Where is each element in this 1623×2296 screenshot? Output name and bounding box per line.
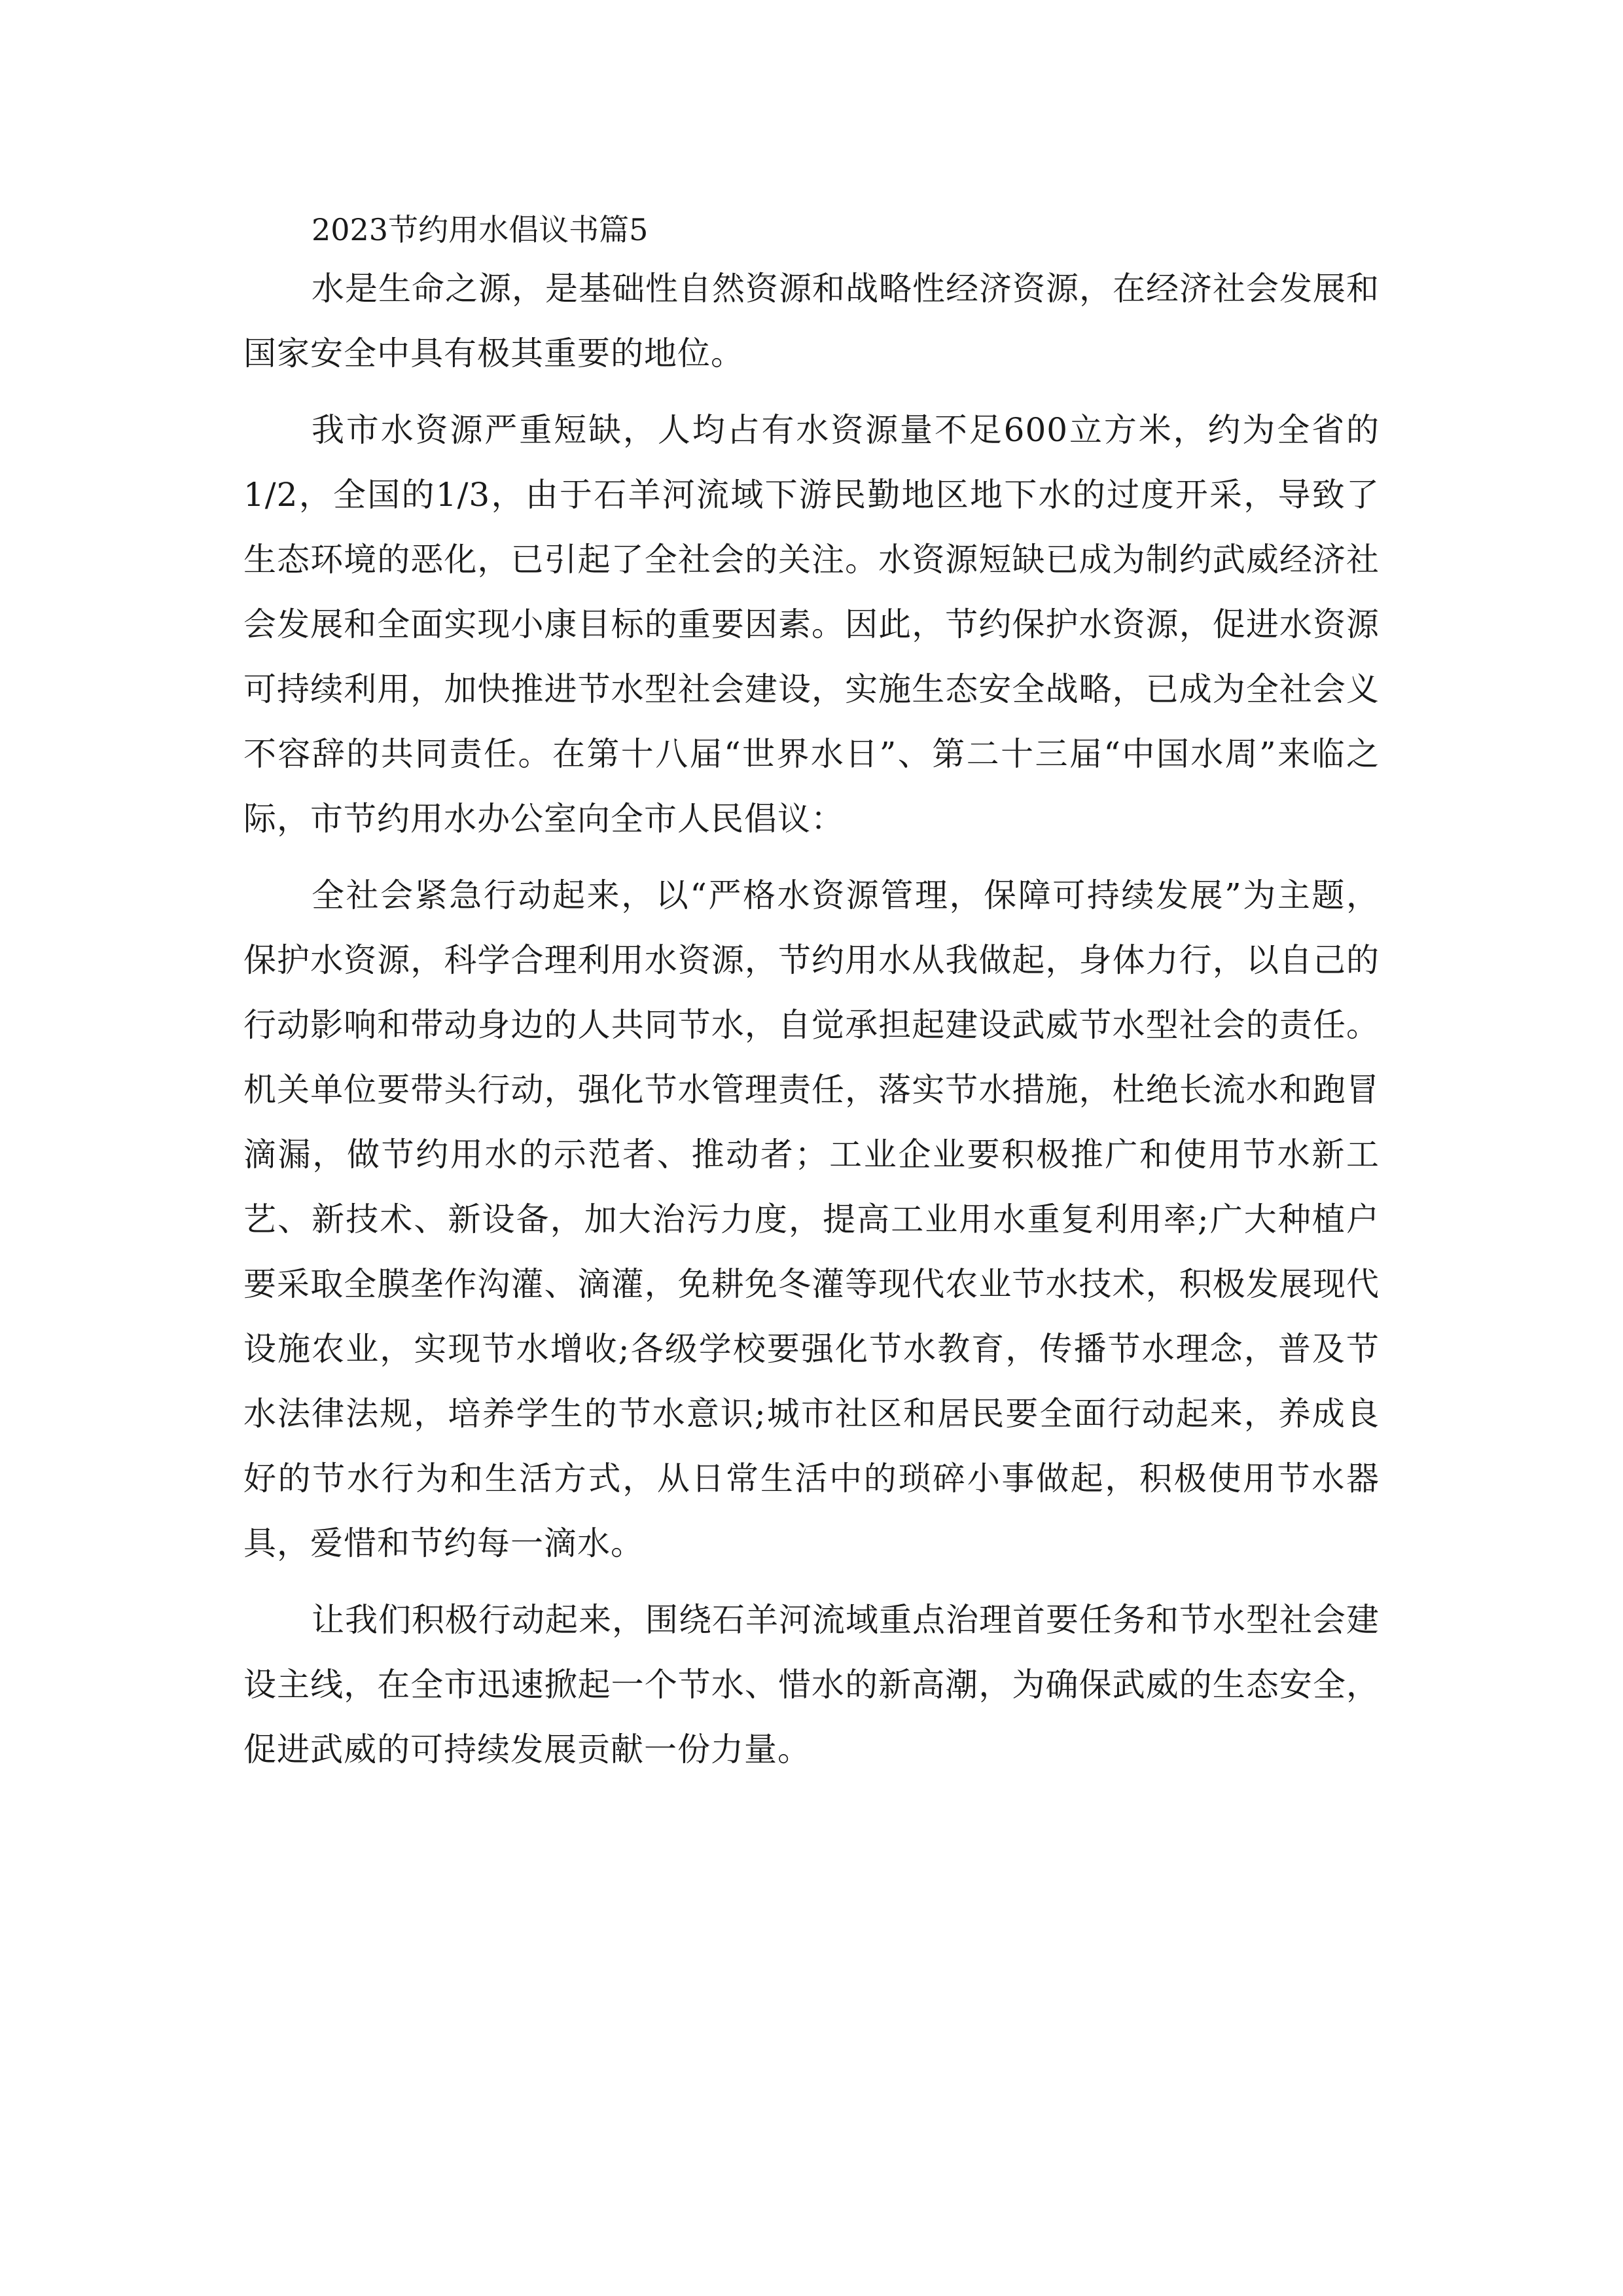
document-title: 2023节约用水倡议书篇5 [312,212,649,247]
paragraph-initiative: 全社会紧急行动起来，以“严格水资源管理，保障可持续发展”为主题，保护水资源，科学合理利用水资源，节约用水从我做起，身体力行，以自己的行动影响和带动身边的人共同节水，自觉承担起建设武威节水型社会的责任。机关单位要带头行动，强化节水管理责任，落实节水措施，杜绝长流水和跑冒滴漏，做节约用水的示范者、推动者；工业企业要积极推广和使用节水新工艺、新技术、新设备，加大治污力度，提高工业用水重复利用率;广大种植户要采取全膜垄作沟灌、滴灌，免耕免冬灌等现代农业节水技术，积极发展现代设施农业，实现节水增收;各级学校要强化节水教育，传播节水理念，普及节水法律法规，培养学生的节水意识;城市社区和居民要全面行动起来，养成良好的节水行为和生活方式，从日常生活中的琐碎小事做起，积极使用节水器具，爱惜和节约每一滴水。 [243,876,1380,1562]
paragraph-intro: 水是生命之源，是基础性自然资源和战略性经济资源，在经济社会发展和国家安全中具有极其重要的地位。 [243,270,1380,372]
document-body [243,209,1380,1782]
paragraph-closing: 让我们积极行动起来，围绕石羊河流域重点治理首要任务和节水型社会建设主线，在全市迅速掀起一个节水、惜水的新高潮，为确保武威的生态安全，促进武威的可持续发展贡献一份力量。 [243,1601,1380,1768]
paragraph-water-shortage: 我市水资源严重短缺，人均占有水资源量不足600立方米，约为全省的1/2，全国的1/3，由于石羊河流域下游民勤地区地下水的过度开采，导致了生态环境的恶化，已引起了全社会的关注。水资源短缺已成为制约武威经济社会发展和全面实现小康目标的重要因素。因此，节约保护水资源，促进水资源可持续利用，加快推进节水型社会建设，实施生态安全战略，已成为全社会义不容辞的共同责任。在第十八届“世界水日”、第二十三届“中国水周”来临之际，市节约用水办公室向全市人民倡议： [243,411,1380,838]
